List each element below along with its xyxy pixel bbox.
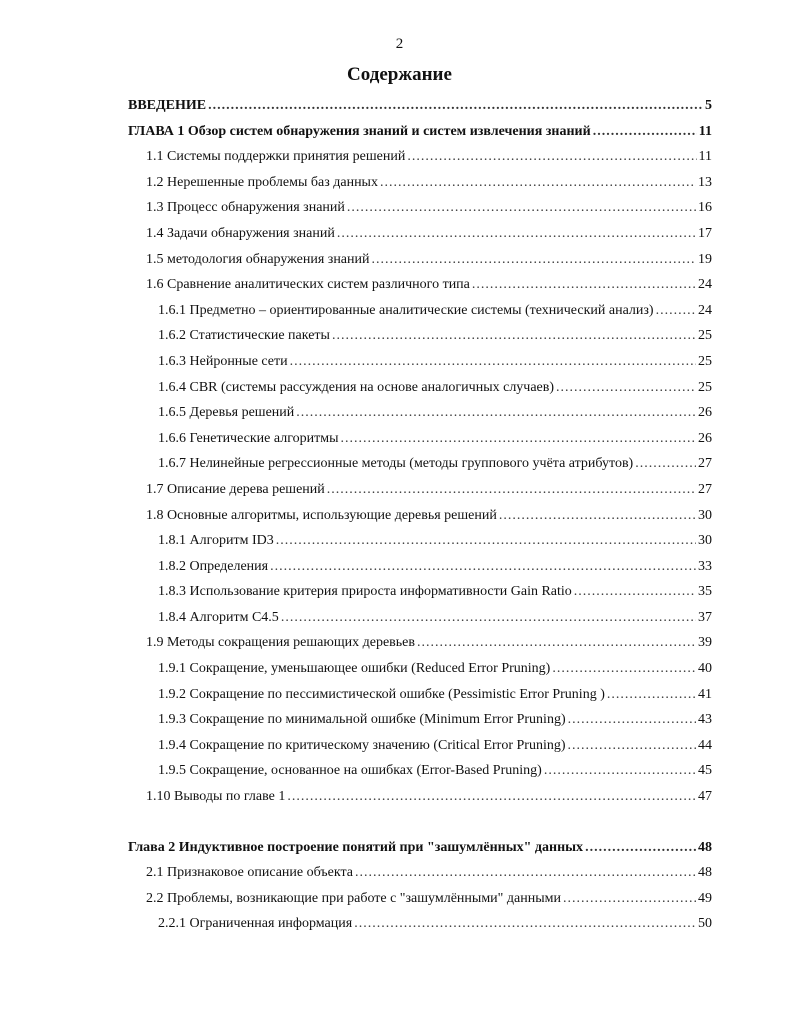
toc-entry-page: 26 (698, 405, 712, 421)
table-of-contents (128, 98, 712, 942)
toc-entry (128, 328, 712, 354)
toc-entry-label: 1.6.5 Деревья решений (158, 405, 295, 421)
toc-entry (128, 865, 712, 891)
toc-entry-label: 1.9.3 Сокращение по минимальной ошибке (Minimum Error Pruning) (158, 712, 566, 728)
toc-entry-label: 1.8.3 Использование критерия прироста информативности Gain Ratio (158, 584, 572, 600)
toc-dot-leader (332, 328, 696, 344)
toc-entry-page: 26 (698, 430, 712, 446)
toc-dot-leader (499, 508, 696, 524)
toc-entry (128, 456, 712, 482)
toc-entry-label: 1.6 Сравнение аналитических систем различного типа (146, 277, 470, 293)
toc-gap (128, 815, 712, 840)
toc-entry-label: 1.6.6 Генетические алгоритмы (158, 430, 339, 446)
toc-entry (128, 763, 712, 789)
toc-entry-label: 1.6.4 CBR (системы рассуждения на основе аналогичных случаев) (158, 379, 555, 395)
toc-entry-page: 30 (698, 533, 712, 549)
toc-entry-label: 1.5 методология обнаружения знаний (146, 251, 370, 267)
toc-entry (128, 405, 712, 431)
toc-entry-label: 1.4 Задачи обнаружения знаний (146, 225, 335, 241)
toc-dot-leader (656, 303, 696, 319)
toc-entry (128, 610, 712, 636)
toc-entry-label: ГЛАВА 1 Обзор систем обнаружения знаний и систем извлечения знаний (128, 123, 591, 139)
toc-entry (128, 712, 712, 738)
toc-entry-page: 25 (698, 353, 712, 369)
toc-dot-leader (417, 635, 696, 651)
toc-chapter-1-group (128, 98, 712, 815)
toc-entry-page: 11 (698, 149, 712, 165)
toc-dot-leader (568, 712, 696, 728)
toc-entry (128, 252, 712, 278)
toc-entry (128, 200, 712, 226)
toc-dot-leader (347, 200, 696, 216)
toc-dot-leader (607, 687, 696, 703)
toc-entry-label: 1.6.2 Статистические пакеты (158, 328, 330, 344)
toc-entry-label: ВВЕДЕНИЕ (128, 98, 207, 113)
toc-dot-leader (574, 584, 696, 600)
toc-entry (128, 635, 712, 661)
toc-dot-leader (407, 149, 696, 165)
toc-entry (128, 508, 712, 534)
toc-entry-label: 1.9.5 Сокращение, основанное на ошибках (Error-Based Pruning) (158, 763, 542, 779)
toc-dot-leader (635, 456, 696, 472)
toc-entry (128, 175, 712, 201)
toc-entry-page: 48 (698, 865, 712, 881)
toc-entry (128, 789, 712, 815)
toc-entry-label: 1.2 Нерешенные проблемы баз данных (146, 174, 378, 190)
toc-dot-leader (585, 840, 696, 856)
toc-entry-label: 1.6.3 Нейронные сети (158, 353, 288, 369)
toc-dot-leader (327, 482, 696, 498)
toc-entry (128, 687, 712, 713)
toc-entry-label: 2.2.1 Ограниченная информация (158, 916, 353, 932)
toc-entry (128, 277, 712, 303)
toc-entry-label: 1.6.7 Нелинейные регрессионные методы (методы группового учёта атрибутов) (158, 456, 634, 472)
toc-entry-page: 11 (698, 123, 712, 139)
toc-entry-page: 30 (698, 507, 712, 523)
toc-entry-page: 24 (698, 277, 712, 293)
toc-entry (128, 482, 712, 508)
toc-dot-leader (287, 789, 696, 805)
toc-entry-label: 1.9 Методы сокращения решающих деревьев (146, 635, 415, 651)
toc-entry-label: 1.9.2 Сокращение по пессимистической ошибке (Pessimistic Error Pruning ) (158, 686, 605, 702)
toc-entry-page: 43 (698, 712, 712, 728)
toc-entry-page: 50 (698, 916, 712, 932)
toc-entry-page: 27 (698, 481, 712, 497)
toc-entry-label: 1.6.1 Предметно – ориентированные аналитические системы (технический анализ) (158, 302, 654, 318)
toc-entry-label: 1.1 Системы поддержки принятия решений (146, 149, 406, 165)
toc-dot-leader (568, 738, 696, 754)
toc-entry (128, 431, 712, 457)
toc-dot-leader (337, 226, 696, 242)
toc-dot-leader (270, 559, 696, 575)
toc-entry-page: 17 (698, 225, 712, 241)
page-number: 2 (395, 36, 404, 52)
toc-entry-label: 1.3 Процесс обнаружения знаний (146, 200, 345, 216)
toc-entry-page: 16 (698, 200, 712, 216)
toc-dot-leader (276, 533, 696, 549)
toc-dot-leader (290, 354, 696, 370)
toc-dot-leader (593, 124, 697, 140)
toc-entry-page: 5 (705, 98, 712, 113)
toc-entry-page: 45 (698, 763, 712, 779)
toc-entry-page: 35 (698, 584, 712, 600)
toc-entry-label: 1.9.1 Сокращение, уменьшающее ошибки (Reduced Error Pruning) (158, 661, 551, 677)
toc-dot-leader (552, 661, 696, 677)
toc-entry (128, 354, 712, 380)
toc-entry-page: 39 (698, 635, 712, 651)
toc-chapter-2-group (128, 840, 712, 942)
toc-entry-label: 1.8.2 Определения (158, 558, 269, 574)
toc-entry-label: 1.8.1 Алгоритм ID3 (158, 533, 274, 549)
toc-dot-leader (340, 431, 696, 447)
toc-entry (128, 226, 712, 252)
toc-entry-page: 33 (698, 558, 712, 574)
toc-entry-label: 1.8.4 Алгоритм C4.5 (158, 609, 279, 625)
toc-dot-leader (372, 252, 696, 268)
toc-entry (128, 584, 712, 610)
toc-entry (128, 916, 712, 942)
toc-entry-label: 2.2 Проблемы, возникающие при работе с "зашумлёнными" данными (146, 890, 561, 906)
toc-entry (128, 303, 712, 329)
toc-dot-leader (544, 763, 696, 779)
toc-entry-page: 49 (698, 890, 712, 906)
toc-entry-page: 40 (698, 661, 712, 677)
toc-entry-label: 1.10 Выводы по главе 1 (146, 789, 286, 805)
toc-entry-page: 19 (698, 251, 712, 267)
toc-dot-leader (472, 277, 696, 293)
toc-entry-page: 13 (698, 174, 712, 190)
toc-entry-page: 27 (698, 456, 712, 472)
toc-entry-label: 1.7 Описание дерева решений (146, 481, 325, 497)
toc-entry-page: 25 (698, 328, 712, 344)
toc-entry (128, 559, 712, 585)
toc-entry-page: 48 (698, 839, 712, 855)
toc-entry-label: 1.8 Основные алгоритмы, использующие деревья решений (146, 507, 497, 523)
toc-entry (128, 738, 712, 764)
toc-entry (128, 661, 712, 687)
toc-entry-label: Глава 2 Индуктивное построение понятий при "зашумлённых" данных (128, 839, 584, 855)
toc-entry (128, 533, 712, 559)
toc-dot-leader (296, 405, 696, 421)
toc-entry-page: 37 (698, 609, 712, 625)
toc-entry-page: 47 (698, 789, 712, 805)
toc-entry (128, 840, 712, 866)
toc-entry-label: 2.1 Признаковое описание объекта (146, 865, 353, 881)
toc-entry-page: 44 (698, 737, 712, 753)
toc-entry (128, 98, 712, 124)
page-title: Содержание (347, 64, 452, 85)
toc-dot-leader (380, 175, 696, 191)
toc-entry (128, 149, 712, 175)
toc-dot-leader (556, 380, 696, 396)
toc-entry-page: 41 (698, 686, 712, 702)
toc-dot-leader (281, 610, 696, 626)
toc-dot-leader (208, 98, 703, 114)
toc-dot-leader (354, 916, 696, 932)
toc-dot-leader (563, 891, 696, 907)
toc-entry-page: 25 (698, 379, 712, 395)
toc-entry (128, 380, 712, 406)
toc-entry (128, 124, 712, 150)
toc-entry-label: 1.9.4 Сокращение по критическому значению (Critical Error Pruning) (158, 737, 566, 753)
toc-entry (128, 891, 712, 917)
toc-dot-leader (355, 865, 696, 881)
toc-entry-page: 24 (698, 302, 712, 318)
